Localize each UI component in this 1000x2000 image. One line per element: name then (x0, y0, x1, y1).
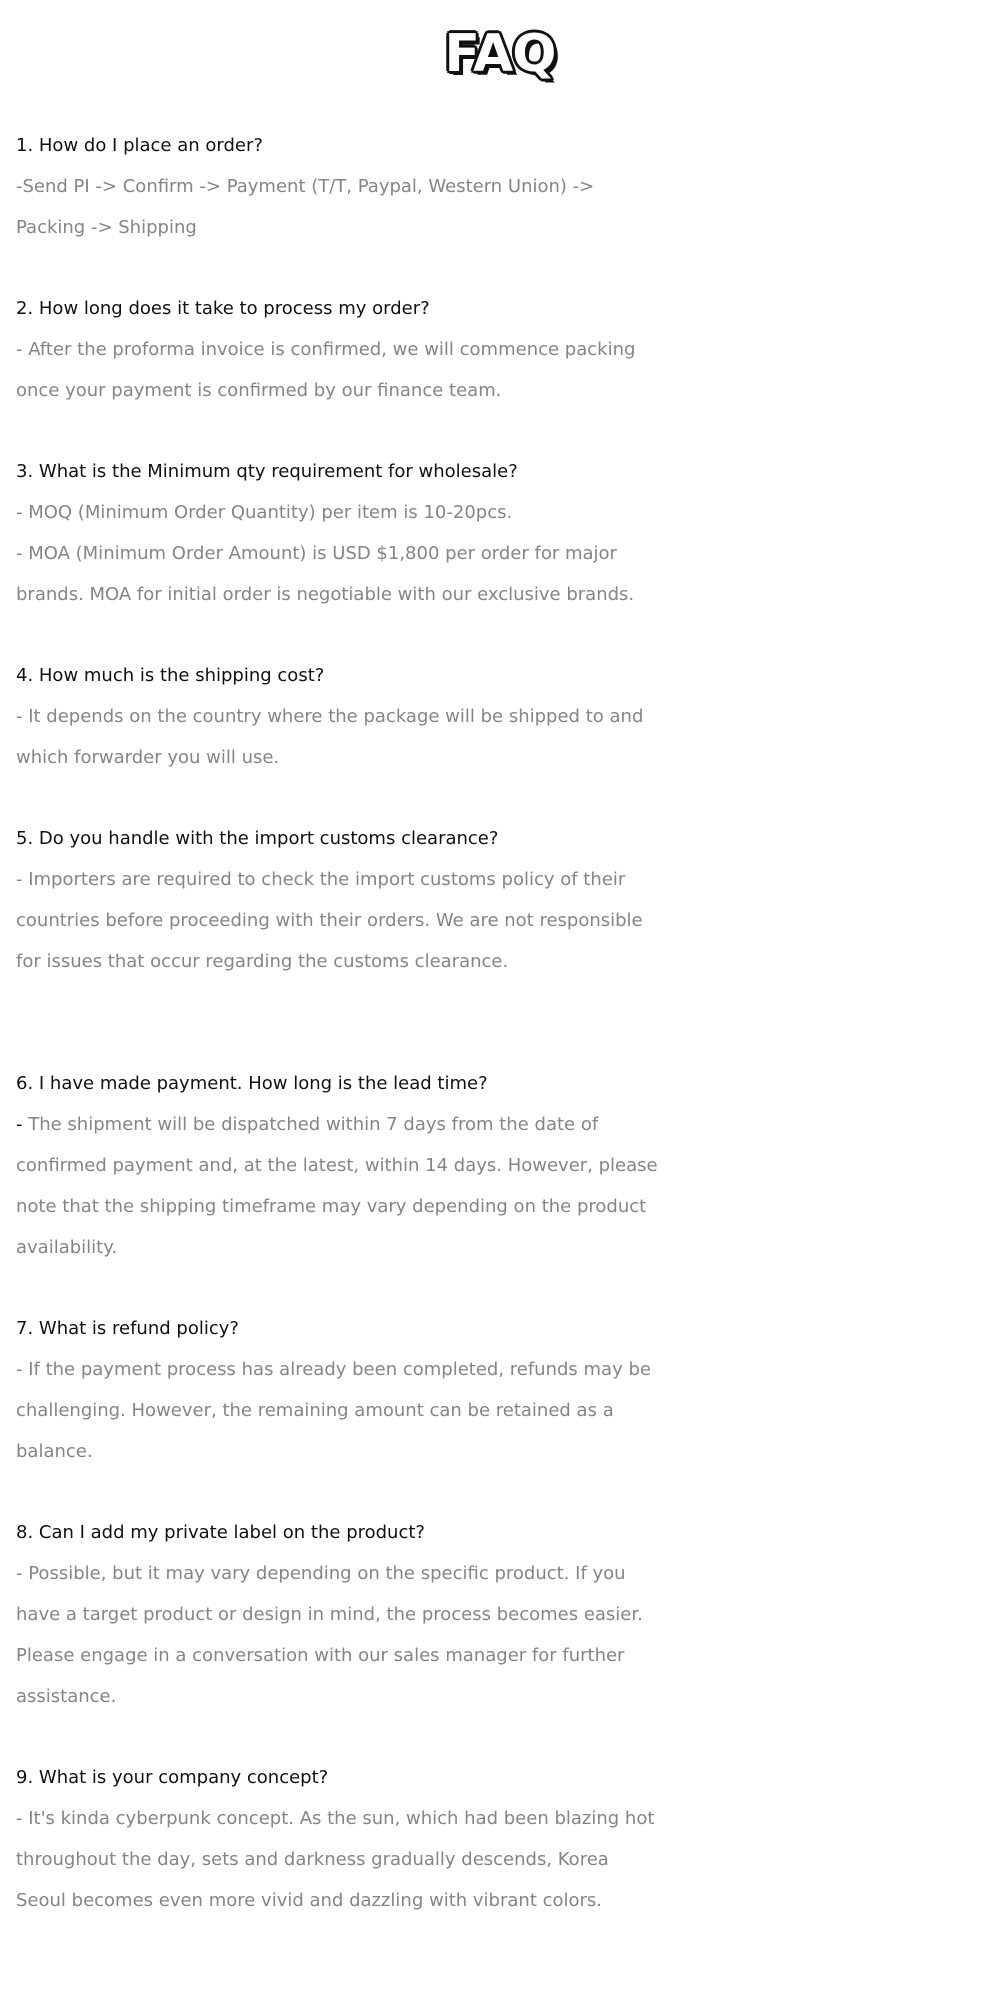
faq-answer-9-line-2: throughout the day, sets and darkness gradually descends, Korea (16, 1849, 609, 1870)
faq-answer-8 (16, 1553, 991, 1717)
faq-question-2: 2. How long does it take to process my order? (16, 298, 430, 319)
faq-answer-9-line-1: - It's kinda cyberpunk concept. As the sun, which had been blazing hot (16, 1808, 655, 1829)
faq-answer-8-line-3: Please engage in a conversation with our sales manager for further (16, 1645, 625, 1666)
faq-question-5: 5. Do you handle with the import customs clearance? (16, 828, 499, 849)
faq-question-4: 4. How much is the shipping cost? (16, 665, 325, 686)
faq-answer-7 (16, 1349, 991, 1472)
faq-answer-6-line-2: confirmed payment and, at the latest, within 14 days. However, please (16, 1155, 658, 1176)
faq-answer-6-line-3: note that the shipping timeframe may vary depending on the product (16, 1196, 647, 1217)
faq-answer-3-line-3: brands. MOA for initial order is negotiable with our exclusive brands. (16, 584, 635, 605)
faq-question-6: 6. I have made payment. How long is the lead time? (16, 1073, 488, 1094)
faq-answer-5 (16, 859, 991, 982)
faq-answer-4-line-1: - It depends on the country where the package will be shipped to and (16, 706, 644, 727)
faq-answer-7-line-3: balance. (16, 1441, 93, 1462)
faq-answer-5-line-1: - Importers are required to check the import customs policy of their (16, 869, 626, 890)
faq-answer-3-line-1: - MOQ (Minimum Order Quantity) per item is 10-20pcs. (16, 502, 513, 523)
faq-item-7 (16, 1308, 991, 1472)
faq-item-6 (16, 1063, 991, 1268)
faq-answer-8-line-2: have a target product or design in mind, the process becomes easier. (16, 1604, 643, 1625)
faq-question-8: 8. Can I add my private label on the product? (16, 1522, 425, 1543)
faq-answer-4-line-2: which forwarder you will use. (16, 747, 280, 768)
faq-answer-6-dash: - (16, 1114, 23, 1135)
faq-answer-2-line-1: - After the proforma invoice is confirmed, we will commence packing (16, 339, 636, 360)
faq-answer-6-line-1-text: The shipment will be dispatched within 7 days from the date of (22, 1114, 599, 1135)
faq-item-2 (16, 288, 991, 411)
faq-answer-9 (16, 1798, 991, 1921)
faq-question-1: 1. How do I place an order? (16, 135, 263, 156)
faq-answer-1-line-1: -Send PI -> Confirm -> Payment (T/T, Paypal, Western Union) -> (16, 176, 595, 197)
page-title: FAQ (444, 24, 556, 84)
faq-question-7: 7. What is refund policy? (16, 1318, 239, 1339)
faq-answer-6 (16, 1104, 991, 1268)
faq-answer-8-line-4: assistance. (16, 1686, 117, 1707)
faq-question-3: 3. What is the Minimum qty requirement for wholesale? (16, 461, 518, 482)
faq-answer-7-line-2: challenging. However, the remaining amount can be retained as a (16, 1400, 614, 1421)
faq-answer-1 (16, 166, 991, 248)
faq-answer-2-line-2: once your payment is confirmed by our finance team. (16, 380, 502, 401)
faq-item-4 (16, 655, 991, 778)
faq-answer-8-line-1: - Possible, but it may vary depending on the specific product. If you (16, 1563, 626, 1584)
faq-item-3 (16, 451, 991, 615)
faq-answer-9-line-3: Seoul becomes even more vivid and dazzling with vibrant colors. (16, 1890, 603, 1911)
faq-answer-4 (16, 696, 991, 778)
faq-answer-2 (16, 329, 991, 411)
faq-answer-5-line-2: countries before proceeding with their orders. We are not responsible (16, 910, 643, 931)
faq-answer-6-line-4: availability. (16, 1237, 118, 1258)
faq-question-9: 9. What is your company concept? (16, 1767, 329, 1788)
faq-answer-7-line-1: - If the payment process has already been completed, refunds may be (16, 1359, 651, 1380)
faq-item-5 (16, 818, 991, 982)
faq-item-9 (16, 1757, 991, 1921)
faq-answer-3-line-2: - MOA (Minimum Order Amount) is USD $1,800 per order for major (16, 543, 617, 564)
faq-answer-5-line-3: for issues that occur regarding the customs clearance. (16, 951, 509, 972)
faq-item-8 (16, 1512, 991, 1717)
faq-answer-3 (16, 492, 991, 615)
faq-answer-6-line-1 (16, 1104, 991, 1145)
faq-answer-1-line-2: Packing -> Shipping (16, 217, 197, 238)
faq-item-1 (16, 125, 991, 248)
